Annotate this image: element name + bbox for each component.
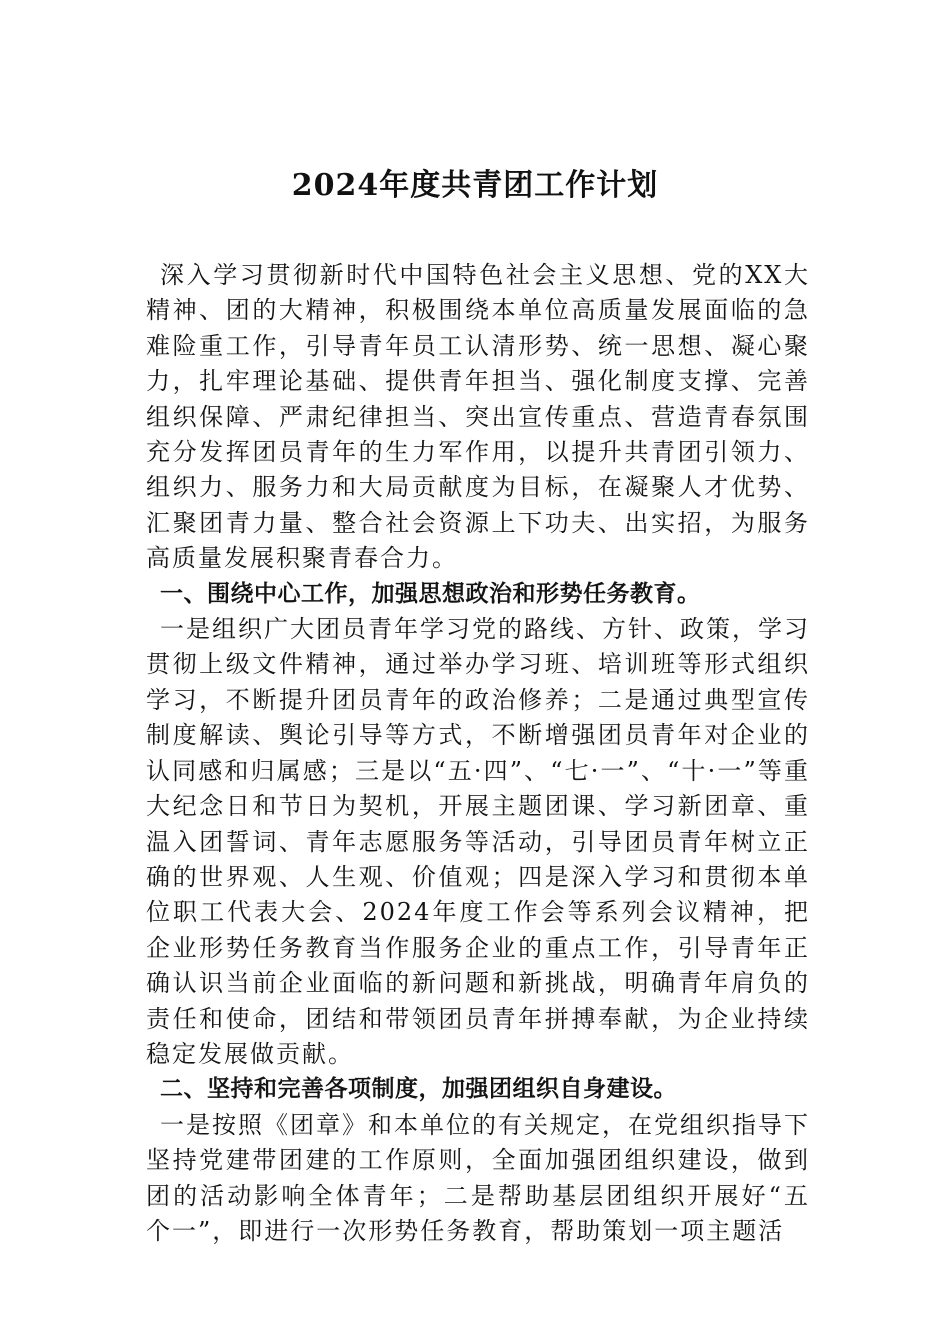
document-body bbox=[146, 258, 810, 1249]
intro-paragraph: 深入学习贯彻新时代中国特色社会主义思想、党的XX大精神、团的大精神，积极围绕本单位高质量发展面临的急难险重工作，引导青年员工认清形势、统一思想、凝心聚力，扎牢理论基础、提供青年担当、强化制度支撑、完善组织保障、严肃纪律担当、突出宣传重点、营造青春氛围充分发挥团员青年的生力军作用，以提升共青团引领力、组织力、服务力和大局贡献度为目标，在凝聚人才优势、汇聚团青力量、整合社会资源上下功夫、出实招，为服务高质量发展积聚青春合力。 bbox=[146, 261, 810, 573]
document-title: 2024年度共青团工作计划 bbox=[291, 168, 659, 203]
section-heading-2: 二、坚持和完善各项制度，加强团组织自身建设。 bbox=[160, 1076, 677, 1103]
section-2-paragraph: 一是按照《团章》和本单位的有关规定，在党组织指导下坚持党建带团建的工作原则，全面加强团组织建设，做到团的活动影响全体青年；二是帮助基层团组织开展好“五个一”，即进行一次形势任务教育，帮助策划一项主题活 bbox=[146, 1110, 810, 1245]
section-heading-1: 一、围绕中心工作，加强思想政治和形势任务教育。 bbox=[160, 580, 701, 607]
section-1-paragraph: 一是组织广大团员青年学习党的路线、方针、政策，学习贯彻上级文件精神，通过举办学习班、培训班等形式组织学习，不断提升团员青年的政治修养；二是通过典型宣传制度解读、舆论引导等方式，不断增强团员青年对企业的认同感和归属感；三是以“五·四”、“七·一”、“十·一”等重大纪念日和节日为契机，开展主题团课、学习新团章、重温入团誓词、青年志愿服务等活动，引导团员青年树立正确的世界观、人生观、价值观；四是深入学习和贯彻本单位职工代表大会、2024年度工作会等系列会议精神，把企业形势任务教育当作服务企业的重点工作，引导青年正确认识当前企业面临的新问题和新挑战，明确青年肩负的责任和使命，团结和带领团员青年拼搏奉献，为企业持续稳定发展做贡献。 bbox=[146, 615, 810, 1068]
